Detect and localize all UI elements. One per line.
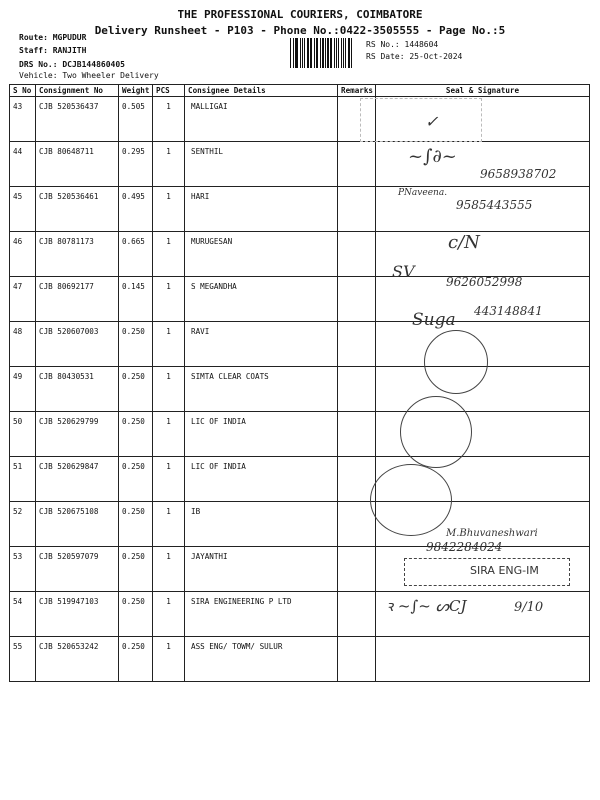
cell-seal-signature <box>376 277 590 322</box>
barcode-bar <box>300 38 301 68</box>
cell-pcs: 1 <box>153 457 185 502</box>
table-row <box>10 142 590 187</box>
col-header-seal: Seal & Signature <box>376 85 590 97</box>
col-header-sno: S No <box>10 85 36 97</box>
cell-pcs: 1 <box>153 412 185 457</box>
barcode-bar <box>336 38 337 68</box>
cell-consignment-no: CJB 80692177 <box>36 277 119 322</box>
signature-48: Suga <box>412 310 456 330</box>
cell-remarks <box>338 322 376 367</box>
cell-remarks <box>338 187 376 232</box>
cell-consignee: JAYANTHI <box>185 547 338 592</box>
rs-number: RS No.: 1448604 <box>366 40 439 49</box>
barcode-bar <box>327 38 328 68</box>
col-header-weight: Weight <box>119 85 153 97</box>
cell-weight: 0.250 <box>119 367 153 412</box>
cell-seal-signature <box>376 232 590 277</box>
phone-48: 443148841 <box>474 304 543 318</box>
cell-consignment-no: CJB 520536437 <box>36 97 119 142</box>
cell-consignment-no: CJB 519947103 <box>36 592 119 637</box>
cell-consignee: SIRA ENGINEERING P LTD <box>185 592 338 637</box>
barcode-bar <box>307 38 308 68</box>
cell-weight: 0.495 <box>119 187 153 232</box>
barcode-bar <box>295 38 296 68</box>
name-53: M.Bhuvaneshwari <box>446 528 538 539</box>
drs-number: DRS No.: DCJB144860405 <box>19 60 125 69</box>
cell-sno: 54 <box>10 592 36 637</box>
barcode-bar <box>304 38 305 68</box>
barcode-bar <box>322 38 324 68</box>
barcode <box>290 38 354 68</box>
barcode-bar <box>290 38 291 68</box>
cell-seal-signature <box>376 547 590 592</box>
cell-consignee: MALLIGAI <box>185 97 338 142</box>
barcode-bar <box>314 38 315 68</box>
barcode-bar <box>317 38 318 68</box>
cell-seal-signature <box>376 502 590 547</box>
barcode-bar <box>338 38 340 68</box>
cell-consignee: S MEGANDHA <box>185 277 338 322</box>
cell-sno: 45 <box>10 187 36 232</box>
cell-remarks <box>338 367 376 412</box>
barcode-bar <box>349 38 350 68</box>
cell-pcs: 1 <box>153 637 185 682</box>
rs-date: RS Date: 25-Oct-2024 <box>366 52 463 61</box>
table-row <box>10 502 590 547</box>
cell-weight: 0.250 <box>119 502 153 547</box>
table-row <box>10 187 590 232</box>
cell-consignment-no: CJB 520607003 <box>36 322 119 367</box>
cell-sno: 43 <box>10 97 36 142</box>
cell-remarks <box>338 457 376 502</box>
sira-stamp-text: SIRA ENG-IM <box>470 564 539 577</box>
cell-consignee: ASS ENG/ TOWM/ SULUR <box>185 637 338 682</box>
cell-consignment-no: CJB 520675108 <box>36 502 119 547</box>
cell-pcs: 1 <box>153 502 185 547</box>
cell-seal-signature <box>376 97 590 142</box>
cell-seal-signature <box>376 322 590 367</box>
barcode-bar <box>310 38 312 68</box>
cell-consignment-no: CJB 80781173 <box>36 232 119 277</box>
cell-pcs: 1 <box>153 322 185 367</box>
signature-44: ~∫∂~ <box>408 146 457 167</box>
runsheet-title: THE PROFESSIONAL COURIERS, COIMBATORE <box>177 8 423 21</box>
cell-consignee: LIC OF INDIA <box>185 457 338 502</box>
cell-sno: 51 <box>10 457 36 502</box>
cell-sno: 50 <box>10 412 36 457</box>
table-row <box>10 322 590 367</box>
col-header-consignment: Consignment No <box>36 85 119 97</box>
cell-consignment-no: CJB 520653242 <box>36 637 119 682</box>
staff-label: Staff: RANJITH <box>19 46 87 55</box>
barcode-bar <box>308 38 309 68</box>
table-header-row <box>10 85 590 97</box>
date-55: 9/10 <box>514 600 544 615</box>
table-row <box>10 592 590 637</box>
cell-pcs: 1 <box>153 547 185 592</box>
cell-seal-signature <box>376 637 590 682</box>
barcode-bar <box>331 38 332 68</box>
cell-weight: 0.250 <box>119 592 153 637</box>
cell-weight: 0.145 <box>119 277 153 322</box>
phone-44: 9658938702 <box>480 167 557 181</box>
barcode-bar <box>316 38 317 68</box>
phone-47: 9626052998 <box>446 275 523 289</box>
cell-seal-signature <box>376 142 590 187</box>
cell-consignee: RAVI <box>185 322 338 367</box>
cell-weight: 0.250 <box>119 322 153 367</box>
cell-sno: 52 <box>10 502 36 547</box>
cell-sno: 46 <box>10 232 36 277</box>
cell-sno: 48 <box>10 322 36 367</box>
cell-consignment-no: CJB 520629799 <box>36 412 119 457</box>
runsheet-subtitle: Delivery Runsheet - P103 - Phone No.:0422-3505555 - Page No.:5 <box>94 24 506 37</box>
signature-47: SV <box>392 262 415 281</box>
cell-weight: 0.665 <box>119 232 153 277</box>
table-row <box>10 412 590 457</box>
table-row <box>10 457 590 502</box>
cell-pcs: 1 <box>153 232 185 277</box>
cell-remarks <box>338 142 376 187</box>
cell-consignment-no: CJB 520629847 <box>36 457 119 502</box>
cell-seal-signature <box>376 187 590 232</box>
name-45: PNaveena. <box>398 188 448 198</box>
signature-46: c/N <box>448 232 480 253</box>
cell-pcs: 1 <box>153 277 185 322</box>
barcode-bar <box>343 38 344 68</box>
cell-pcs: 1 <box>153 367 185 412</box>
cell-consignee: HARI <box>185 187 338 232</box>
barcode-bar <box>334 38 335 68</box>
barcode-bar <box>293 38 294 68</box>
col-header-pcs: PCS <box>153 85 185 97</box>
cell-pcs: 1 <box>153 592 185 637</box>
cell-consignment-no: CJB 80648711 <box>36 142 119 187</box>
barcode-bar <box>341 38 342 68</box>
barcode-bar <box>330 38 331 68</box>
cell-sno: 53 <box>10 547 36 592</box>
cell-weight: 0.250 <box>119 457 153 502</box>
col-header-consignee: Consignee Details <box>185 85 338 97</box>
cell-sno: 44 <box>10 142 36 187</box>
cell-remarks <box>338 502 376 547</box>
cell-seal-signature <box>376 457 590 502</box>
barcode-bar <box>348 38 349 68</box>
cell-pcs: 1 <box>153 142 185 187</box>
cell-weight: 0.505 <box>119 97 153 142</box>
cell-seal-signature <box>376 367 590 412</box>
cell-remarks <box>338 232 376 277</box>
cell-remarks <box>338 592 376 637</box>
cell-consignment-no: CJB 520597079 <box>36 547 119 592</box>
barcode-bar <box>296 38 298 68</box>
cell-remarks <box>338 412 376 457</box>
cell-sno: 47 <box>10 277 36 322</box>
cell-remarks <box>338 277 376 322</box>
barcode-bar <box>345 38 346 68</box>
cell-weight: 0.250 <box>119 637 153 682</box>
signature-43: ✓ <box>425 112 439 131</box>
runsheet-table <box>9 84 590 682</box>
cell-pcs: 1 <box>153 97 185 142</box>
route-label: Route: MGPUDUR <box>19 33 87 42</box>
barcode-bar <box>320 38 321 68</box>
cell-remarks <box>338 637 376 682</box>
cell-sno: 55 <box>10 637 36 682</box>
table-row <box>10 232 590 277</box>
cell-weight: 0.250 <box>119 412 153 457</box>
cell-pcs: 1 <box>153 187 185 232</box>
cell-consignee: IB <box>185 502 338 547</box>
cell-consignment-no: CJB 80430531 <box>36 367 119 412</box>
vehicle-label: Vehicle: Two Wheeler Delivery <box>19 71 159 80</box>
cell-remarks <box>338 97 376 142</box>
table-row <box>10 637 590 682</box>
cell-seal-signature <box>376 412 590 457</box>
cell-consignee: SENTHIL <box>185 142 338 187</box>
col-header-remarks: Remarks <box>338 85 376 97</box>
table-row <box>10 277 590 322</box>
cell-seal-signature <box>376 592 590 637</box>
barcode-bar <box>325 38 326 68</box>
cell-consignee: MURUGESAN <box>185 232 338 277</box>
barcode-bar <box>302 38 303 68</box>
cell-weight: 0.295 <box>119 142 153 187</box>
cell-remarks <box>338 547 376 592</box>
cell-weight: 0.250 <box>119 547 153 592</box>
cell-consignment-no: CJB 520536461 <box>36 187 119 232</box>
barcode-bar <box>351 38 352 68</box>
signature-55: ꝛ ~∫~ ᔕCJ <box>386 597 467 615</box>
table-row <box>10 547 590 592</box>
cell-sno: 49 <box>10 367 36 412</box>
table-row <box>10 97 590 142</box>
phone-53: 9842284024 <box>426 540 503 554</box>
phone-45: 9585443555 <box>456 198 533 212</box>
cell-consignee: LIC OF INDIA <box>185 412 338 457</box>
table-row <box>10 367 590 412</box>
cell-consignee: SIMTA CLEAR COATS <box>185 367 338 412</box>
